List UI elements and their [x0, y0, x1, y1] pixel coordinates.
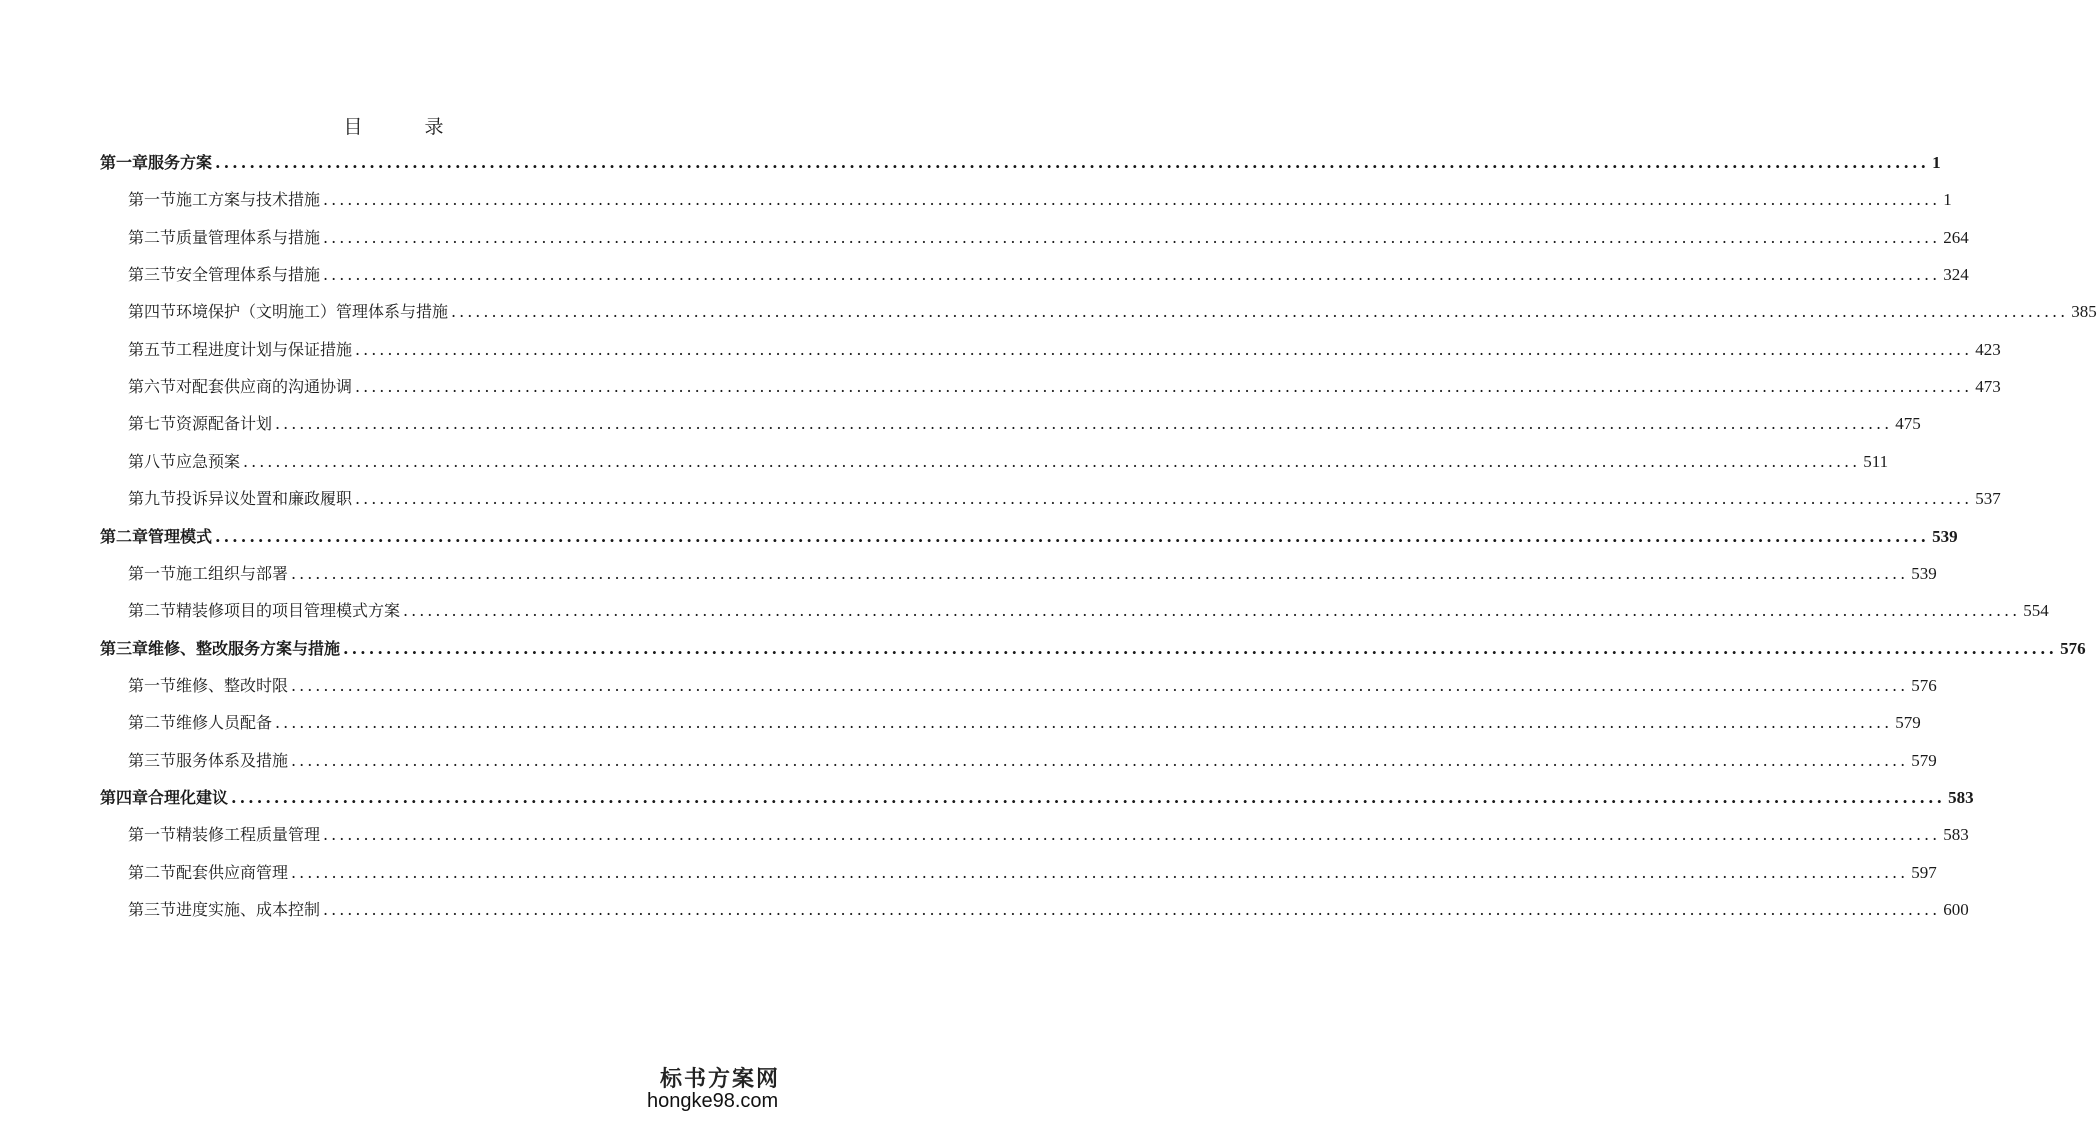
toc-page-number: 264 — [1943, 228, 1969, 247]
toc-section-row[interactable] — [128, 818, 1969, 846]
toc-entry-number: 第二节 — [128, 601, 177, 620]
toc-entry-title: 服务体系及措施 — [176, 751, 289, 770]
toc-entry-number: 第四章 — [100, 788, 149, 807]
toc-page-number: 579 — [1895, 713, 1921, 732]
toc-entry-number: 第一节 — [128, 676, 177, 695]
toc-section-row[interactable] — [128, 221, 1969, 249]
toc-entry-title: 进度实施、成本控制 — [176, 900, 321, 919]
toc-entry-title: 对配套供应商的沟通协调 — [176, 377, 353, 396]
toc-section-row[interactable] — [128, 744, 1937, 772]
toc-page-number: 576 — [2060, 639, 2086, 658]
toc-entry-title: 精装修工程质量管理 — [176, 825, 321, 844]
toc-entry-title: 施工组织与部署 — [176, 564, 289, 583]
toc-entry-number: 第四节 — [128, 302, 177, 321]
dot-leader: ........................................................................................................................................................................................................ — [355, 489, 1973, 508]
toc-page-number: 539 — [1932, 527, 1958, 546]
toc-entry-title: 应急预案 — [176, 452, 241, 471]
toc-entry-title: 施工方案与技术措施 — [176, 190, 321, 209]
toc-page-number: 385 — [2071, 302, 2097, 321]
toc-entry-title: 维修人员配备 — [176, 713, 273, 732]
toc-entry-title: 合理化建议 — [148, 788, 229, 807]
toc-chapter-row[interactable] — [100, 781, 1974, 809]
dot-leader: ........................................................................................................................................................................................................ — [215, 153, 1930, 172]
toc-page-number: 511 — [1863, 452, 1889, 471]
toc-page-number: 1 — [1943, 190, 1952, 209]
toc-entry-number: 第一节 — [128, 190, 177, 209]
toc-section-row[interactable] — [128, 482, 2001, 510]
dot-leader: ........................................................................................................................................................................................................ — [323, 228, 1941, 247]
toc-chapter-row[interactable] — [100, 520, 1958, 548]
dot-leader: ........................................................................................................................................................................................................ — [291, 863, 1909, 882]
dot-leader: ........................................................................................................................................................................................................ — [355, 340, 1973, 359]
dot-leader: ........................................................................................................................................................................................................ — [323, 190, 1941, 209]
toc-section-row[interactable] — [128, 557, 1937, 585]
toc-entry-title: 安全管理体系与措施 — [176, 265, 321, 284]
dot-leader: ........................................................................................................................................................................................................ — [291, 564, 1909, 583]
dot-leader: ........................................................................................................................................................................................................ — [291, 676, 1909, 695]
toc-chapter-row[interactable] — [100, 146, 1941, 174]
toc-page-number: 583 — [1943, 825, 1969, 844]
toc-page-number: 475 — [1895, 414, 1921, 433]
toc-page-number: 583 — [1948, 788, 1974, 807]
dot-leader: ........................................................................................................................................................................................................ — [451, 302, 2069, 321]
dot-leader: ........................................................................................................................................................................................................ — [291, 751, 1909, 770]
dot-leader: ........................................................................................................................................................................................................ — [355, 377, 1973, 396]
toc-entry-number: 第六节 — [128, 377, 177, 396]
toc-section-row[interactable] — [128, 445, 1889, 473]
toc-entry-number: 第七节 — [128, 414, 177, 433]
toc-page-number: 473 — [1975, 377, 2001, 396]
toc-page-number: 539 — [1911, 564, 1937, 583]
toc-section-row[interactable] — [128, 183, 1952, 211]
toc-section-row[interactable] — [128, 594, 2049, 622]
toc-entry-number: 第三节 — [128, 900, 177, 919]
toc-entry-number: 第八节 — [128, 452, 177, 471]
toc-entry-title: 精装修项目的项目管理模式方案 — [176, 601, 401, 620]
toc-entry-number: 第一节 — [128, 564, 177, 583]
toc-entry-title: 服务方案 — [148, 153, 213, 172]
toc-entry-title: 环境保护（文明施工）管理体系与措施 — [176, 302, 449, 321]
toc-entry-number: 第三节 — [128, 751, 177, 770]
toc-entry-number: 第九节 — [128, 489, 177, 508]
dot-leader: ........................................................................................................................................................................................................ — [343, 639, 2058, 658]
toc-page-number: 537 — [1975, 489, 2001, 508]
toc-entry-title: 维修、整改服务方案与措施 — [148, 639, 341, 658]
toc-entry-number: 第二节 — [128, 713, 177, 732]
dot-leader: ........................................................................................................................................................................................................ — [403, 601, 2021, 620]
toc-entry-title: 资源配备计划 — [176, 414, 273, 433]
toc-section-row[interactable] — [128, 370, 2001, 398]
toc-chapter-row[interactable] — [100, 632, 2086, 660]
toc-entry-title: 管理模式 — [148, 527, 213, 546]
toc-entry-number: 第一节 — [128, 825, 177, 844]
dot-leader: ........................................................................................................................................................................................................ — [215, 527, 1930, 546]
toc-entry-number: 第五节 — [128, 340, 177, 359]
dot-leader: ........................................................................................................................................................................................................ — [243, 452, 1861, 471]
toc-page-number: 576 — [1911, 676, 1937, 695]
toc-section-row[interactable] — [128, 856, 1937, 884]
toc-page-number: 1 — [1932, 153, 1941, 172]
watermark-url: hongke98.com — [647, 1090, 779, 1112]
toc-entry-title: 工程进度计划与保证措施 — [176, 340, 353, 359]
toc-title: 目 录 — [343, 116, 472, 138]
watermark-logo-text: 标书方案网 — [660, 1067, 781, 1092]
toc-page-number: 324 — [1943, 265, 1969, 284]
toc-entry-number: 第二节 — [128, 228, 177, 247]
toc-page-number: 554 — [2023, 601, 2049, 620]
toc-section-row[interactable] — [128, 893, 1969, 921]
toc-section-row[interactable] — [128, 407, 1921, 435]
dot-leader: ........................................................................................................................................................................................................ — [231, 788, 1946, 807]
dot-leader: ........................................................................................................................................................................................................ — [323, 900, 1941, 919]
toc-entry-number: 第一章 — [100, 153, 149, 172]
toc-section-row[interactable] — [128, 706, 1921, 734]
toc-entry-number: 第三章 — [100, 639, 149, 658]
dot-leader: ........................................................................................................................................................................................................ — [323, 825, 1941, 844]
toc-entry-number: 第二节 — [128, 863, 177, 882]
toc-page-number: 600 — [1943, 900, 1969, 919]
dot-leader: ........................................................................................................................................................................................................ — [275, 414, 1893, 433]
dot-leader: ........................................................................................................................................................................................................ — [275, 713, 1893, 732]
toc-section-row[interactable] — [128, 295, 2097, 323]
toc-page-number: 579 — [1911, 751, 1937, 770]
toc-entry-title: 维修、整改时限 — [176, 676, 289, 695]
toc-page-number: 597 — [1911, 863, 1937, 882]
toc-entry-number: 第三节 — [128, 265, 177, 284]
toc-section-row[interactable] — [128, 258, 1969, 286]
toc-section-row[interactable] — [128, 669, 1937, 697]
toc-entry-title: 投诉异议处置和廉政履职 — [176, 489, 353, 508]
toc-section-row[interactable] — [128, 333, 2001, 361]
toc-entry-title: 质量管理体系与措施 — [176, 228, 321, 247]
toc-entry-number: 第二章 — [100, 527, 149, 546]
toc-entry-title: 配套供应商管理 — [176, 863, 289, 882]
toc-page-number: 423 — [1975, 340, 2001, 359]
dot-leader: ........................................................................................................................................................................................................ — [323, 265, 1941, 284]
